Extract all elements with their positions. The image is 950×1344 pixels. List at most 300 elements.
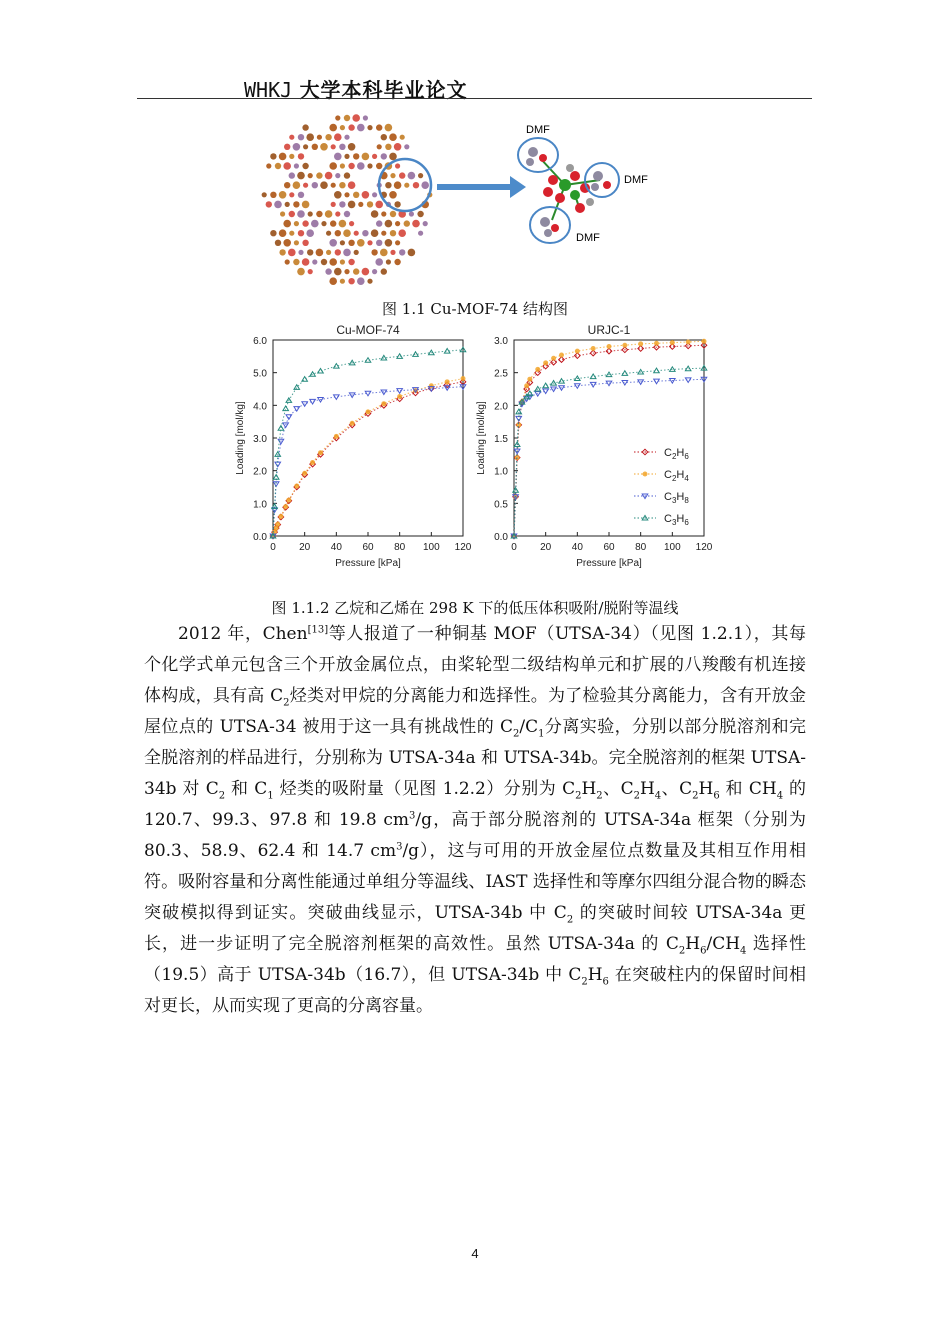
y-tick-label: 3.0 [253, 434, 267, 445]
y-tick-label: 0.5 [494, 499, 508, 511]
x-tick-label: 0 [511, 542, 517, 553]
atom [302, 258, 310, 266]
data-point [622, 343, 627, 348]
atom [326, 231, 331, 236]
subscript: 2 [678, 945, 686, 957]
data-point [559, 353, 564, 358]
subscript: 6 [602, 976, 609, 988]
data-point [365, 391, 371, 396]
atom [340, 240, 345, 245]
header-rule [137, 98, 812, 99]
atom [266, 201, 272, 207]
atom [409, 211, 414, 216]
subscript: 2 [581, 976, 588, 988]
atom [298, 230, 304, 236]
atom [367, 163, 372, 168]
text-run: 、C [602, 779, 634, 799]
atom [312, 144, 318, 150]
atom [326, 250, 331, 255]
atom [329, 239, 337, 247]
body-paragraph [144, 619, 806, 1022]
atom [302, 240, 308, 246]
atom [340, 163, 345, 168]
data-point [365, 358, 371, 363]
atom [357, 124, 365, 132]
atom [408, 172, 416, 180]
data-point [543, 383, 549, 388]
data-point [654, 341, 659, 346]
atom [279, 153, 287, 161]
atom [279, 191, 287, 199]
atom [372, 154, 377, 159]
data-point [638, 341, 643, 346]
atom [339, 144, 345, 150]
atom [297, 268, 305, 276]
atom [302, 124, 308, 130]
atom [404, 144, 409, 149]
atom [294, 240, 299, 245]
data-point [551, 356, 556, 361]
atom [372, 192, 377, 197]
figure2-caption: 图 1.1.2 乙烷和乙烯在 298 K 下的低压体积吸附/脱附等温线 [271, 599, 679, 617]
plot-area [273, 340, 463, 536]
atom [375, 201, 383, 209]
atom [344, 154, 349, 159]
atom [353, 153, 359, 159]
atom [353, 192, 359, 198]
y-tick-label: 2.0 [253, 466, 267, 478]
y-tick-label: 1.0 [494, 466, 508, 478]
x-tick-label: 80 [394, 542, 406, 553]
atom [289, 231, 294, 236]
x-axis-label: Pressure [kPa] [576, 558, 642, 569]
atom [354, 231, 359, 236]
atom [335, 249, 341, 255]
atom [363, 115, 368, 120]
text-run: 的 120.7、99.3、97.8 和 19.8 cm [144, 779, 806, 830]
dmf-label: DMF [624, 174, 648, 186]
atom [294, 163, 299, 168]
atom [344, 172, 350, 178]
data-point [702, 339, 707, 344]
atom [289, 172, 295, 178]
data-point [444, 349, 450, 354]
superscript: [13] [307, 624, 329, 636]
atom [274, 201, 282, 209]
dmf-label: DMF [576, 232, 600, 244]
data-point [575, 349, 580, 354]
atom [307, 249, 313, 255]
x-tick-label: 40 [330, 542, 342, 553]
atom [335, 211, 340, 216]
atom [381, 153, 387, 159]
atom [362, 153, 370, 161]
atom [349, 221, 354, 226]
atom [348, 163, 354, 169]
atom [289, 154, 294, 159]
atom [372, 269, 377, 274]
y-tick-label: 2.5 [494, 368, 508, 380]
paragraph-text [144, 619, 806, 1022]
subscript: 2 [513, 728, 520, 740]
data-point [278, 514, 283, 519]
atom [298, 153, 304, 159]
atom [344, 211, 350, 217]
series-line [514, 345, 704, 536]
subscript: 2 [692, 790, 699, 802]
atom [348, 124, 354, 130]
atom [418, 231, 423, 236]
atom [390, 211, 396, 217]
data-point [686, 339, 691, 344]
atom [329, 124, 337, 132]
data-point [302, 377, 308, 382]
data-point [461, 376, 466, 381]
atom [279, 249, 285, 255]
atom [413, 182, 419, 188]
data-point [286, 498, 291, 503]
subscript: 2 [283, 697, 290, 709]
data-point [397, 394, 402, 399]
atom [284, 144, 290, 150]
data-point [318, 368, 324, 373]
atom [311, 220, 319, 228]
atom [294, 221, 299, 226]
atom [395, 221, 400, 226]
atom [275, 163, 281, 169]
atom [348, 240, 354, 246]
atom [367, 240, 372, 245]
atom [395, 163, 400, 168]
data-point [622, 380, 628, 385]
atom [330, 220, 336, 226]
data-point [622, 371, 628, 376]
data-point [654, 379, 660, 384]
atom [381, 211, 386, 216]
data-point [543, 389, 549, 394]
atom [289, 192, 294, 197]
atom [385, 220, 393, 228]
chart-title: Cu-MOF-74 [336, 323, 400, 337]
atom [340, 279, 345, 284]
atom [344, 115, 350, 121]
atom [385, 144, 391, 150]
y-tick-label: 1.5 [494, 434, 508, 445]
atom [329, 162, 337, 170]
atom [386, 259, 391, 264]
subscript: 1 [538, 728, 545, 740]
data-point [397, 389, 403, 394]
superscript: 3 [409, 810, 416, 822]
atom [320, 143, 328, 151]
atom [380, 249, 388, 257]
text-run: 烃类对甲烷的分离能力和选择性。为了检验其分离能力，含有开放金屋位点的 UTSA-34 被用于这一具有挑战性的 C [144, 686, 806, 737]
y-tick-label: 3.0 [494, 336, 508, 347]
chart-title: URJC-1 [587, 323, 631, 337]
text-run: H [698, 779, 714, 799]
y-tick-label: 2.0 [494, 401, 508, 413]
cluster-image [518, 138, 619, 243]
atom [303, 183, 308, 188]
atom [398, 229, 406, 237]
atom [353, 268, 359, 274]
atom [298, 134, 304, 140]
y-tick-label: 4.0 [253, 401, 267, 413]
y-tick-label: 0.0 [253, 532, 267, 543]
atom [381, 268, 387, 274]
data-point [535, 367, 540, 372]
atom [302, 163, 308, 169]
subscript: 2 [596, 790, 603, 802]
data-point [575, 384, 581, 389]
atom [418, 173, 423, 178]
series-line [514, 341, 704, 536]
data-point [310, 372, 316, 377]
y-axis-label: Loading [mol/kg] [476, 401, 487, 475]
atom [270, 192, 276, 198]
atom [320, 181, 328, 189]
series-line [273, 387, 463, 536]
y-axis-label: Loading [mol/kg] [235, 401, 246, 475]
atom [376, 163, 382, 169]
data-point [524, 383, 529, 388]
superscript: 3 [396, 841, 403, 853]
atom [334, 153, 342, 161]
atom [339, 182, 345, 188]
atom [334, 133, 342, 141]
atom [395, 240, 400, 245]
text-run: 选择性（19.5）高于 UTSA-34b（16.7），但 UTSA-34b 中 C [144, 934, 806, 985]
atom [283, 239, 291, 247]
isotherm-charts [230, 318, 730, 580]
text-run: /g），这与可用的开放金屋位点数量及其相互作用相符。吸附容量和分离性能通过单组分等温线、IAST 选择性和等摩尔四组分混合物的瞬态突破模拟得到证实。突破曲线显示，UTSA-34b 中 C [144, 841, 806, 923]
x-tick-label: 100 [422, 542, 440, 553]
atom [376, 220, 382, 226]
atom [312, 182, 318, 188]
data-point [591, 346, 596, 351]
data-point [334, 364, 340, 369]
subscript: 6 [713, 790, 720, 802]
data-point [527, 377, 532, 382]
text-run: /C [519, 717, 539, 737]
subscript: 4 [740, 945, 747, 957]
atom [357, 162, 365, 170]
dmf-label: DMF [526, 124, 550, 136]
atom [331, 202, 336, 207]
text-run: H [581, 779, 597, 799]
atom [335, 115, 340, 120]
atom [297, 172, 305, 180]
atom [358, 202, 363, 207]
atom [331, 183, 336, 188]
atom [376, 240, 382, 246]
data-point [275, 522, 280, 527]
atom [408, 249, 416, 257]
atom [404, 183, 409, 188]
data-point [286, 415, 292, 420]
atom [390, 173, 395, 178]
atom [394, 143, 402, 151]
atom [371, 210, 379, 218]
subscript: 2 [575, 790, 582, 802]
series-line [273, 382, 463, 536]
page-number: 4 [471, 1246, 479, 1261]
atom [348, 259, 354, 265]
header-title: 大学本科毕业论文 [299, 78, 468, 102]
atom [357, 239, 365, 247]
atom [385, 239, 393, 247]
arrow-icon [437, 176, 526, 198]
atom [298, 250, 303, 255]
atom [381, 231, 386, 236]
data-point [590, 382, 596, 387]
x-tick-label: 120 [695, 542, 713, 553]
atom [321, 259, 327, 265]
atom [266, 163, 271, 168]
atom [308, 269, 313, 274]
x-tick-label: 60 [362, 542, 374, 553]
atom [283, 162, 291, 170]
atom [285, 202, 290, 207]
atom [329, 277, 337, 285]
text-run: 和 C [225, 779, 268, 799]
data-point [590, 374, 596, 379]
atom [306, 229, 314, 237]
atom [285, 259, 290, 264]
subscript: 2 [566, 914, 574, 926]
series-line [273, 379, 463, 537]
atom [308, 173, 313, 178]
atom [308, 211, 313, 216]
data-point [302, 471, 307, 476]
atom [334, 191, 342, 199]
x-tick-label: 100 [663, 542, 681, 553]
x-tick-label: 40 [571, 542, 583, 553]
atom [279, 229, 287, 237]
atom [417, 211, 423, 217]
atom [329, 258, 337, 266]
legend-label: $C_3H_6$ [664, 513, 689, 527]
atom [344, 192, 349, 197]
atom [280, 211, 285, 216]
subscript: 1 [267, 790, 274, 802]
series-line [273, 350, 463, 536]
atom [362, 230, 368, 236]
data-point [643, 472, 648, 477]
atom [284, 182, 290, 188]
atom [331, 144, 336, 149]
atom [335, 173, 340, 178]
atom [303, 144, 308, 149]
atom [400, 135, 405, 140]
y-tick-label: 1.0 [253, 499, 267, 511]
atom [316, 211, 322, 217]
text-run: H [587, 965, 603, 985]
atom [385, 182, 391, 188]
legend-label: $C_2H_4$ [664, 469, 689, 483]
data-point [334, 395, 340, 400]
data-point [283, 504, 288, 509]
subscript: 2 [633, 790, 640, 802]
x-axis-label: Pressure [kPa] [335, 558, 401, 569]
atom [293, 143, 301, 151]
data-point [318, 450, 323, 455]
atom [362, 268, 370, 276]
data-point [350, 421, 355, 426]
atom [343, 229, 351, 237]
text-run: 、C [661, 779, 693, 799]
text-run: 2012 年，Chen [178, 624, 308, 644]
atom [354, 250, 359, 255]
text-run: 在突破柱内的保留时间相对更长，从而实现了更高的分离容量。 [144, 965, 806, 1016]
atom [306, 133, 314, 141]
atom [357, 277, 365, 285]
mof-structure-figure [230, 110, 690, 290]
atom [288, 249, 296, 257]
atom [390, 250, 395, 255]
text-run: /g，高于部分脱溶剂的 UTSA-34a 框架（分别为 80.3、58.9、62.4 和 14.7 cm [144, 810, 806, 861]
atom [348, 181, 356, 189]
atom [340, 259, 345, 264]
atom [293, 181, 301, 189]
text-run: 烃类的吸附量（见图 1.2.2）分别为 C [273, 779, 576, 799]
atom [339, 201, 345, 207]
atom [404, 220, 410, 226]
atom [390, 230, 396, 236]
atom [394, 259, 400, 265]
atom [325, 210, 333, 218]
header-latin: WHKJ [244, 78, 293, 102]
atom [399, 249, 405, 255]
text-run: H [685, 934, 701, 954]
x-tick-label: 0 [270, 542, 276, 553]
y-tick-label: 0.0 [494, 532, 508, 543]
atom [317, 135, 322, 140]
data-point [607, 344, 612, 349]
y-tick-label: 6.0 [253, 336, 267, 347]
atom [262, 192, 267, 197]
data-point [310, 399, 316, 404]
data-point [275, 462, 281, 467]
atom [335, 230, 341, 236]
atom [421, 181, 429, 189]
atom [344, 269, 349, 274]
atom [352, 114, 360, 122]
atom [423, 221, 428, 226]
atom [321, 221, 326, 226]
subscript: 4 [654, 790, 662, 802]
data-point [685, 378, 691, 383]
data-point [397, 354, 403, 359]
data-point [294, 484, 299, 489]
atom [343, 249, 351, 257]
atom [312, 259, 317, 264]
atom [325, 268, 331, 274]
subscript: 6 [700, 945, 707, 957]
atom [340, 125, 345, 130]
atom [348, 143, 356, 151]
x-tick-label: 60 [603, 542, 615, 553]
x-tick-label: 20 [540, 542, 552, 553]
atom [298, 192, 304, 198]
atom [389, 191, 397, 199]
atom [394, 201, 400, 207]
x-tick-label: 120 [454, 542, 472, 553]
atom [293, 201, 299, 207]
atom [302, 220, 308, 226]
atom [348, 201, 356, 209]
atom [362, 191, 370, 199]
